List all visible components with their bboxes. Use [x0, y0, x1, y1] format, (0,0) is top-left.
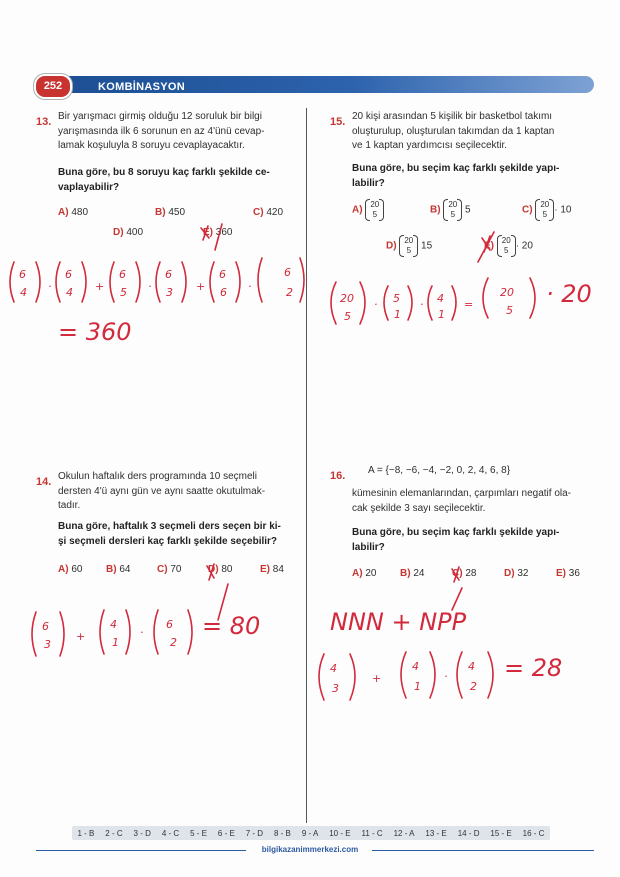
- binomial: 20 5: [365, 200, 384, 220]
- question-13-text: Bir yarışmacı girmiş olduğu 12 soruluk bir bilgi yarışmasında ilk 6 sorunun en az 4'ünü cevap- lamak koşuluyla 8 soruyu cevaplayacaktır.: [58, 111, 265, 151]
- svg-text:6: 6: [19, 268, 26, 281]
- q16-result: = 28: [504, 654, 563, 682]
- svg-text:1: 1: [112, 636, 119, 649]
- svg-text:1: 1: [414, 680, 421, 693]
- q16-option-e[interactable]: E) 36: [556, 568, 580, 579]
- q16-option-d[interactable]: D) 32: [504, 568, 529, 579]
- answer-key-item: 6 - E: [217, 828, 235, 838]
- svg-text:2: 2: [286, 286, 293, 299]
- q13-option-c[interactable]: C) 420: [253, 207, 284, 218]
- q13-option-a[interactable]: A) 480: [58, 207, 89, 218]
- svg-text:6: 6: [165, 268, 172, 281]
- svg-text:6: 6: [65, 268, 72, 281]
- svg-text:5: 5: [344, 310, 351, 323]
- q14-result: = 80: [202, 612, 261, 640]
- question-16-set: A = {−8, −6, −4, −2, 0, 2, 4, 6, 8}: [368, 465, 511, 476]
- svg-text:1: 1: [394, 308, 401, 321]
- svg-text:·: ·: [248, 280, 252, 293]
- answer-key-item: 8 - B: [274, 828, 291, 838]
- answer-key-item: 4 - C: [161, 828, 180, 838]
- svg-text:·: ·: [140, 626, 144, 639]
- binomial: 20 5: [399, 236, 418, 256]
- svg-text:=: =: [464, 298, 474, 311]
- q16-note: NNN + NPP: [330, 608, 467, 636]
- q14-option-e[interactable]: E) 84: [260, 564, 284, 575]
- page-number: 252: [34, 74, 72, 99]
- header-bar: [58, 76, 594, 93]
- answer-key-item: 2 - C: [105, 828, 123, 838]
- question-13-prompt: Buna göre, bu 8 soruyu kaç farklı şekilde ce- vaplayabilir?: [58, 167, 270, 193]
- svg-text:6: 6: [220, 286, 227, 299]
- page-header: [34, 74, 594, 96]
- svg-text:+: +: [196, 280, 206, 293]
- question-14-prompt: Buna göre, haftalık 3 seçmeli ders seçen bir ki- şi seçmeli dersleri kaç farklı şekilde seçebilir?: [58, 521, 281, 547]
- svg-text:5: 5: [506, 304, 513, 317]
- question-13-number: 13.: [36, 116, 52, 128]
- svg-text:3: 3: [332, 682, 339, 695]
- svg-text:6: 6: [119, 268, 126, 281]
- q14-option-c[interactable]: C) 70: [157, 564, 182, 575]
- q14-option-a[interactable]: A) 60: [58, 564, 83, 575]
- svg-text:+: +: [95, 280, 105, 293]
- svg-text:·: ·: [420, 298, 424, 311]
- q13-option-d[interactable]: D) 400: [113, 227, 144, 238]
- svg-text:20: 20: [500, 286, 514, 299]
- svg-text:1: 1: [438, 308, 445, 321]
- answer-key-item: 1 - B: [77, 828, 95, 838]
- q14-option-d[interactable]: D) 80: [208, 564, 233, 575]
- q14-work: [32, 610, 192, 656]
- svg-text:·: ·: [148, 280, 152, 293]
- q15-work: [331, 278, 535, 324]
- q16-work: [319, 652, 493, 700]
- svg-text:·: ·: [48, 280, 52, 293]
- svg-text:4: 4: [20, 286, 27, 299]
- svg-text:3: 3: [44, 638, 51, 651]
- q14-answer-stroke: [218, 584, 228, 620]
- answer-key-bar: [72, 826, 550, 840]
- answer-key-item: 3 - D: [133, 828, 151, 838]
- answer-key-item: 10 - E: [329, 828, 351, 838]
- binomial: 20 5: [535, 200, 554, 220]
- svg-text:6: 6: [42, 620, 49, 633]
- svg-text:4: 4: [437, 292, 444, 305]
- svg-text:6: 6: [166, 618, 173, 631]
- question-16-number: 16.: [330, 470, 346, 482]
- q16-option-b[interactable]: B) 24: [400, 568, 425, 579]
- q13-option-e[interactable]: E) 360: [203, 227, 233, 238]
- question-16-text: kümesinin elemanlarından, çarpımları negatif ola- cak şekilde 3 sayı seçilecektir.: [352, 488, 571, 514]
- footer-website[interactable]: bilgikazanimmerkezi.com: [261, 845, 359, 854]
- svg-text:4: 4: [412, 660, 419, 673]
- q15-option-d[interactable]: D) 20 5 15: [386, 236, 433, 255]
- svg-text:6: 6: [284, 266, 291, 279]
- answer-key-item: 15 - E: [490, 828, 512, 838]
- svg-text:·: ·: [444, 670, 448, 683]
- answer-key-item: 16 - C: [522, 828, 545, 838]
- svg-text:4: 4: [66, 286, 73, 299]
- q13-option-b[interactable]: B) 450: [155, 207, 186, 218]
- answer-key-item: 9 - A: [301, 828, 319, 838]
- q14-option-b[interactable]: B) 64: [106, 564, 131, 575]
- question-15-prompt: Buna göre, bu seçim kaç farklı şekilde yapı- labilir?: [352, 163, 560, 189]
- svg-text:3: 3: [166, 286, 173, 299]
- svg-text:4: 4: [110, 618, 117, 631]
- q13-result: = 360: [58, 318, 132, 346]
- answer-key-item: 14 - D: [457, 828, 480, 838]
- svg-text:4: 4: [468, 660, 475, 673]
- q16-option-c[interactable]: C) 28: [452, 568, 477, 579]
- q15-option-b[interactable]: B) 20 5 5: [430, 200, 471, 219]
- svg-text:4: 4: [330, 662, 337, 675]
- question-15-text: 20 kişi arasından 5 kişilik bir basketbol takımı oluşturulup, oluşturulan takımdan da 1 kaptan ve 1 kaptan yardımcısı seçilecektir.: [352, 111, 555, 151]
- question-14-text: Okulun haftalık ders programında 10 seçmeli dersten 4'ü aynı gün ve aynı saatte okutulmak- tadır.: [58, 471, 266, 511]
- q15-option-a[interactable]: A) 20 5: [352, 200, 384, 220]
- answer-key-item: 13 - E: [425, 828, 447, 838]
- question-16-prompt: Buna göre, bu seçim kaç farklı şekilde yapı- labilir?: [352, 527, 560, 553]
- svg-text:5: 5: [120, 286, 127, 299]
- q15-option-e[interactable]: E) 20 5 · 20: [484, 236, 533, 255]
- svg-text:6: 6: [219, 268, 226, 281]
- answer-key-item: 11 - C: [361, 828, 383, 838]
- section-title: KOMBİNASYON: [98, 81, 186, 93]
- svg-text:5: 5: [393, 292, 400, 305]
- svg-text:+: +: [372, 672, 382, 685]
- svg-text:2: 2: [170, 636, 177, 649]
- question-14-number: 14.: [36, 476, 52, 488]
- q16-answer-stroke: [452, 588, 462, 610]
- svg-text:20: 20: [340, 292, 354, 305]
- answer-key-item: 12 - A: [393, 828, 415, 838]
- column-divider: [306, 108, 307, 823]
- answer-key-item: 5 - E: [190, 828, 207, 838]
- question-15-number: 15.: [330, 116, 346, 128]
- svg-text:+: +: [76, 630, 86, 643]
- binomial: 20 5: [443, 200, 462, 220]
- q16-option-a[interactable]: A) 20: [352, 568, 377, 579]
- answer-key-item: 7 - D: [245, 828, 264, 838]
- q13-work: [10, 258, 304, 302]
- binomial: 20 5: [497, 236, 516, 256]
- svg-text:2: 2: [470, 680, 477, 693]
- q15-option-c[interactable]: C) 20 5 · 10: [522, 200, 572, 219]
- svg-text:·: ·: [374, 298, 378, 311]
- q15-result: · 20: [546, 280, 592, 308]
